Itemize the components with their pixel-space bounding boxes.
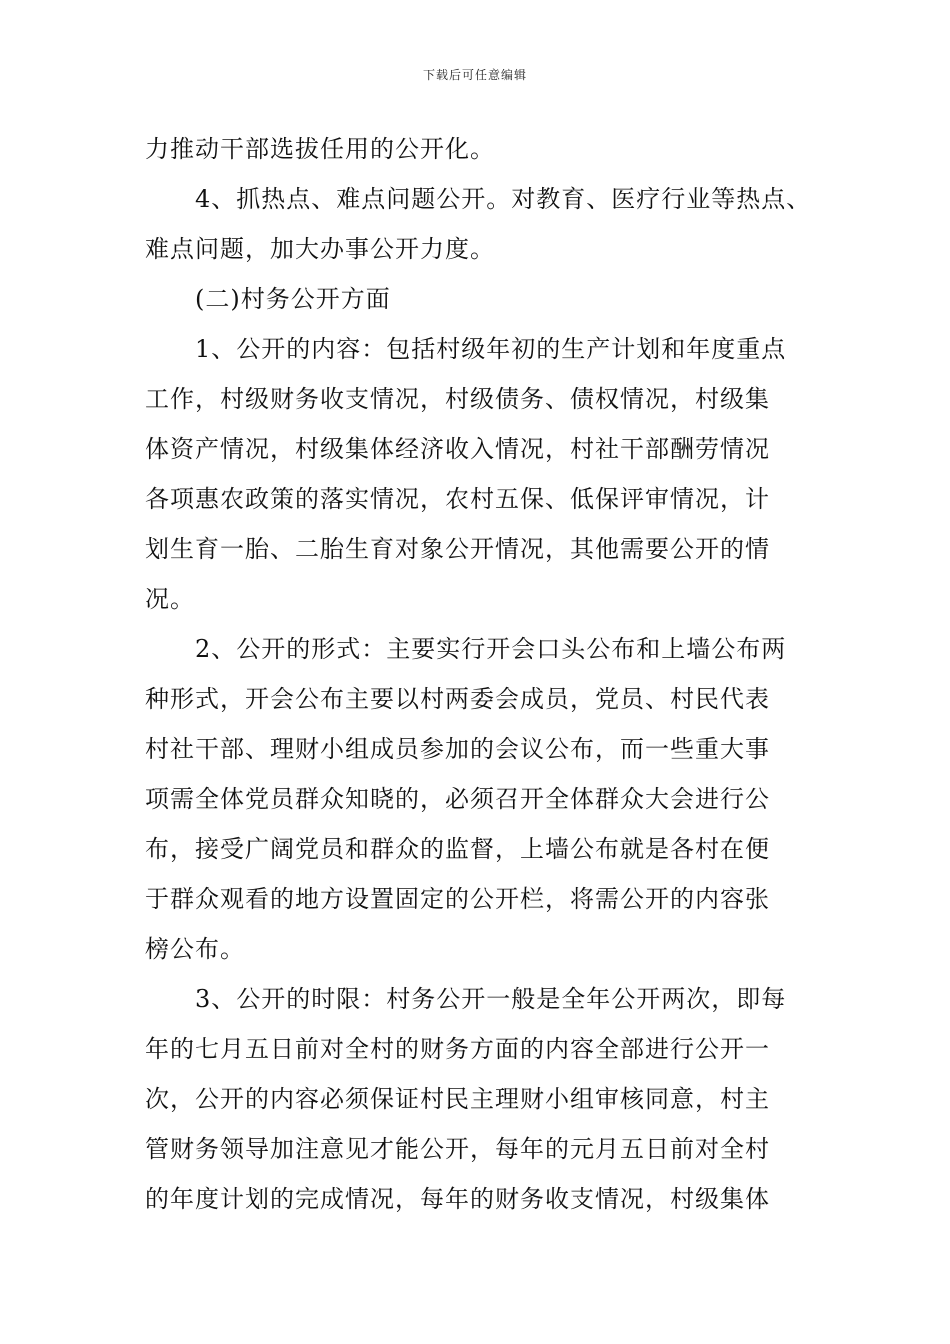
text-line: 况。	[145, 585, 195, 613]
text-line: 村社干部、理财小组成员参加的会议公布，而一些重大事	[145, 735, 770, 763]
text-line: 划生育一胎、二胎生育对象公开情况，其他需要公开的情	[145, 535, 770, 563]
text-line: 难点问题，加大办事公开力度。	[145, 235, 495, 263]
text-line: 管财务领导加注意见才能公开，每年的元月五日前对全村	[145, 1135, 770, 1163]
text-line: 工作，村级财务收支情况，村级债务、债权情况，村级集	[145, 385, 770, 413]
text-line: 4、抓热点、难点问题公开。对教育、医疗行业等热点、	[145, 185, 812, 213]
text-line: 于群众观看的地方设置固定的公开栏，将需公开的内容张	[145, 885, 770, 913]
text-line: 布，接受广阔党员和群众的监督，上墙公布就是各村在便	[145, 835, 770, 863]
text-line: 种形式，开会公布主要以村两委会成员，党员、村民代表	[145, 685, 770, 713]
text-line: 1、公开的内容：包括村级年初的生产计划和年度重点	[145, 335, 787, 363]
body-text	[145, 124, 815, 1224]
text-line: 各项惠农政策的落实情况，农村五保、低保评审情况，计	[145, 485, 770, 513]
text-line: 2、公开的形式：主要实行开会口头公布和上墙公布两	[145, 635, 787, 663]
text-line: 榜公布。	[145, 935, 245, 963]
text-line: 体资产情况，村级集体经济收入情况，村社干部酬劳情况	[145, 435, 770, 463]
text-line: 3、公开的时限：村务公开一般是全年公开两次，即每	[145, 985, 787, 1013]
text-line: 力推动干部选拔任用的公开化。	[145, 135, 495, 163]
header-note: 下载后可任意编辑	[422, 68, 527, 82]
text-line: 次，公开的内容必须保证村民主理财小组审核同意，村主	[145, 1085, 770, 1113]
text-line: 的年度计划的完成情况，每年的财务收支情况，村级集体	[145, 1185, 770, 1213]
text-line: 年的七月五日前对全村的财务方面的内容全部进行公开一	[145, 1035, 770, 1063]
text-line: 项需全体党员群众知晓的，必须召开全体群众大会进行公	[145, 785, 770, 813]
section-heading: (二)村务公开方面	[145, 285, 391, 313]
